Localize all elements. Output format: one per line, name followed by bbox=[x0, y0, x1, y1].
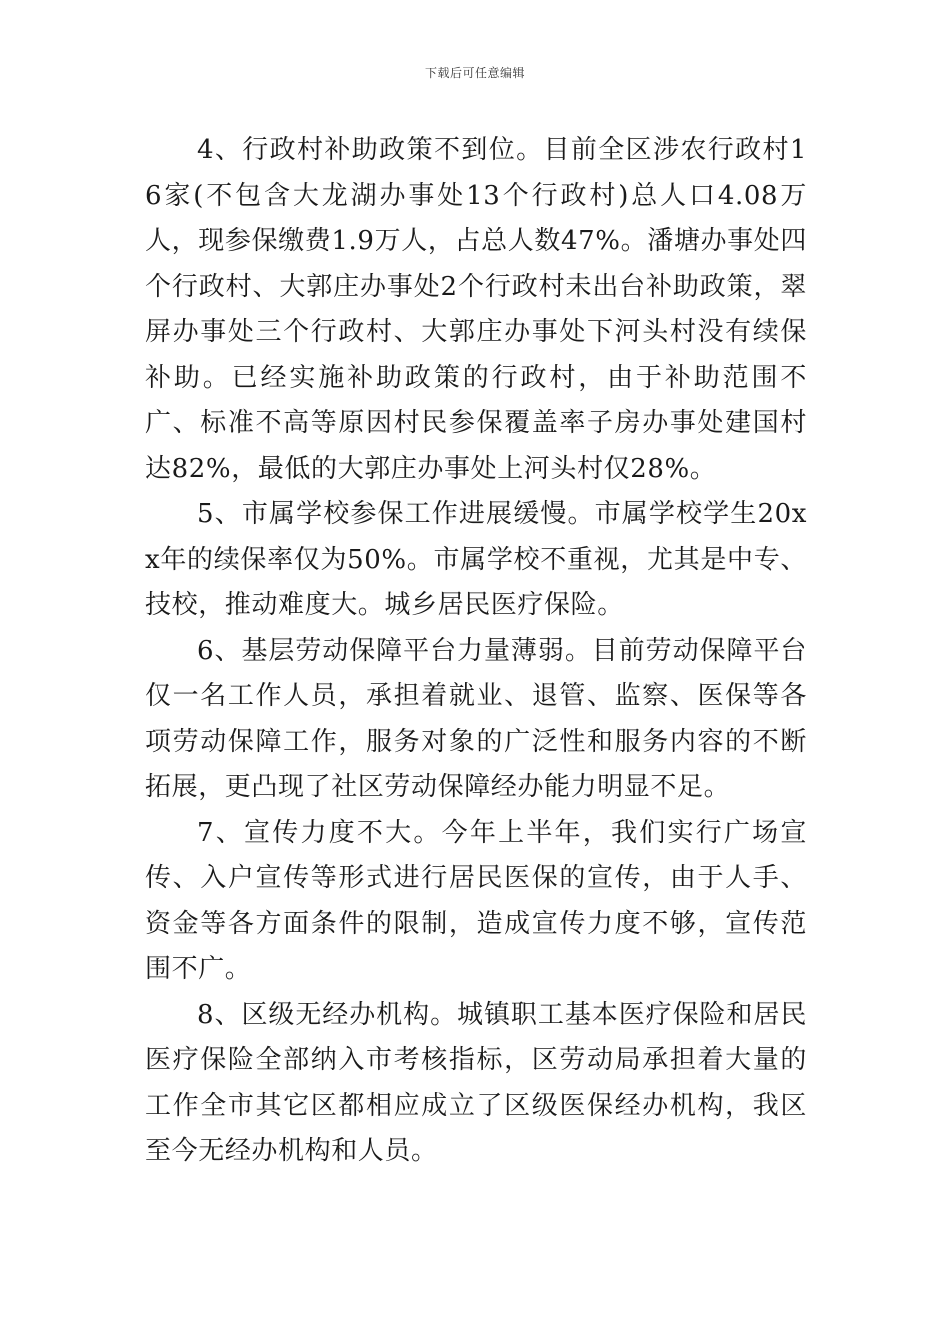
paragraph-item-7: 7、宣传力度不大。今年上半年，我们实行广场宣传、入户宣传等形式进行居民医保的宣传，由于人手、资金等各方面条件的限制，造成宣传力度不够，宣传范围不广。 bbox=[145, 817, 807, 984]
document-body bbox=[145, 128, 807, 1175]
page-header-note: 下载后可任意编辑 bbox=[424, 66, 525, 80]
paragraph-item-8: 8、区级无经办机构。城镇职工基本医疗保险和居民医疗保险全部纳入市考核指标，区劳动局承担着大量的工作全市其它区都相应成立了区级医保经办机构，我区至今无经办机构和人员。 bbox=[145, 999, 807, 1166]
paragraph-item-4: 4、行政村补助政策不到位。目前全区涉农行政村16家(不包含大龙湖办事处13个行政村)总人口4.08万人，现参保缴费1.9万人，占总人数47%。潘塘办事处四个行政村、大郭庄办事处2个行政村未出台补助政策，翠屏办事处三个行政村、大郭庄办事处下河头村没有续保补助。已经实施补助政策的行政村，由于补助范围不广、标准不高等原因村民参保覆盖率子房办事处建国村达82%，最低的大郭庄办事处上河头村仅28%。 bbox=[145, 135, 807, 484]
paragraph-item-5: 5、市属学校参保工作进展缓慢。市属学校学生20xx年的续保率仅为50%。市属学校不重视，尤其是中专、技校，推动难度大。城乡居民医疗保险。 bbox=[145, 499, 807, 620]
paragraph-item-6: 6、基层劳动保障平台力量薄弱。目前劳动保障平台仅一名工作人员，承担着就业、退管、监察、医保等各项劳动保障工作，服务对象的广泛性和服务内容的不断拓展，更凸现了社区劳动保障经办能力明显不足。 bbox=[145, 635, 807, 802]
